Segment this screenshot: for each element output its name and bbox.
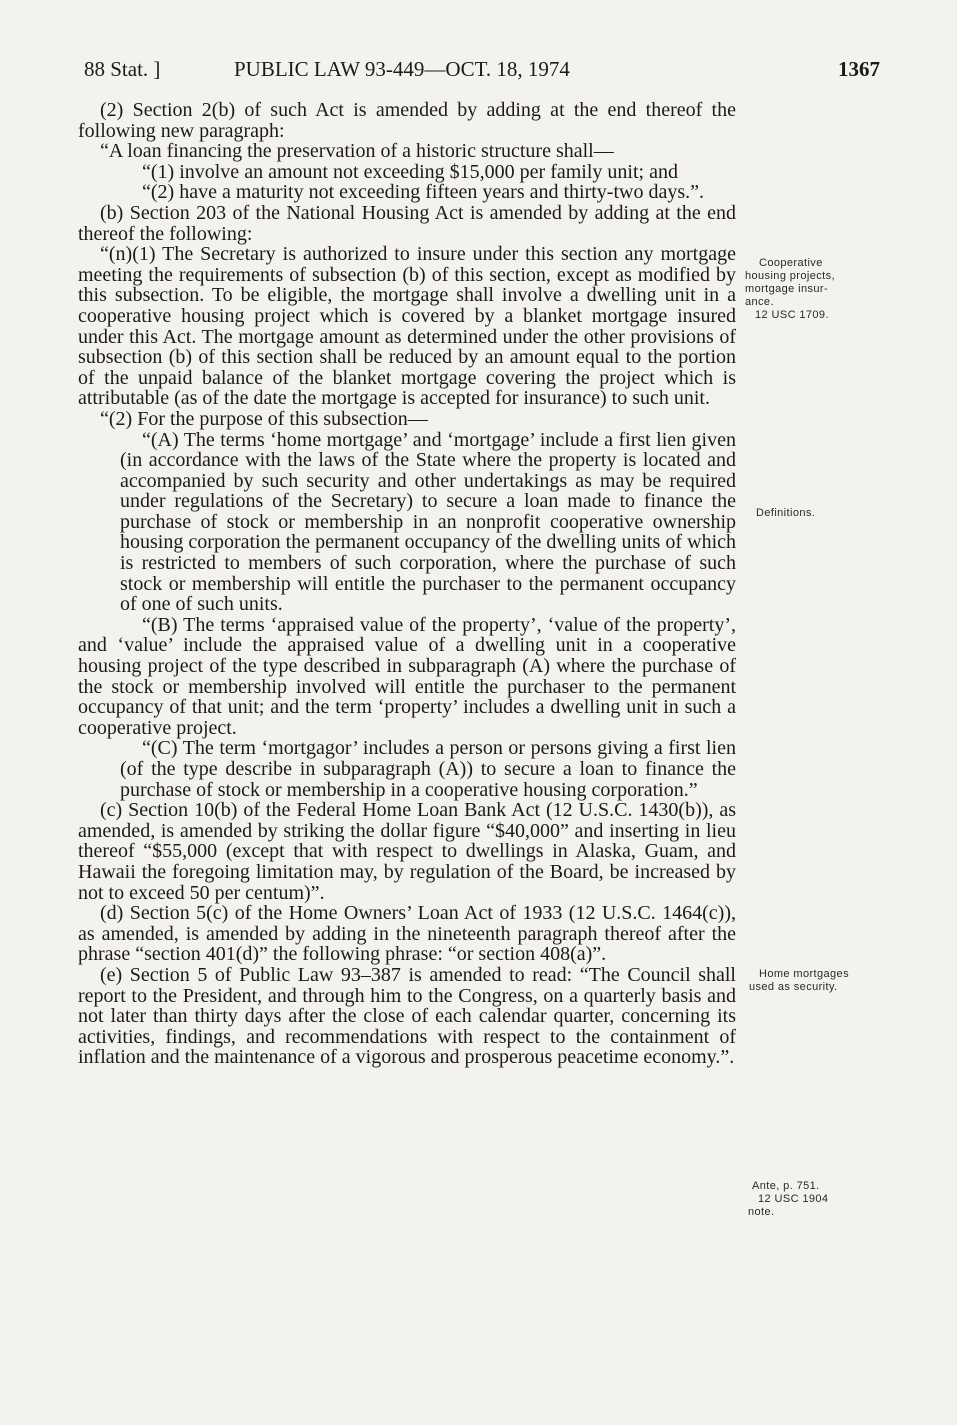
page-number: 1367 — [838, 57, 880, 81]
paragraph-2b-amendment: (2) Section 2(b) of such Act is amended by adding at the end thereof the following new paragraph: — [78, 99, 736, 142]
margin-note-line: used as security. — [749, 981, 838, 993]
paragraph-n-1: “(n)(1) The Secretary is authorized to insure under this section any mortgage meeting the requirements of subsection (b) of this section, except as modified by this subsection. To be eligible, the mortgage shall involve a dwelling unit in a cooperative housing project which is covered by a blanket mortgage insured under this Act. The mortgage amount as determined under the other provisions of subsection (b) of this section shall be reduced by an amount equal to the portion of the unpaid balance of the blanket mortgage covering the project which is attributable (as of the date the mortgage is accepted for insurance) to such unit. — [78, 243, 736, 410]
margin-note-home-mortgages — [745, 968, 885, 994]
law-title: PUBLIC LAW 93-449—OCT. 18, 1974 — [234, 57, 570, 81]
margin-note-line: 12 USC 1904 — [758, 1193, 829, 1205]
margin-note-ante — [748, 1180, 888, 1219]
margin-note-line: 12 USC 1709. — [755, 309, 829, 321]
margin-note-definitions: Definitions. — [756, 507, 816, 519]
paragraph-n-2-C: “(C) The term ‘mortgagor’ includes a person or persons giving a first lien (of the type describe in subparagraph (A)) to secure a loan to finance the purchase of stock or membership in a cooperative housing corporation.” — [120, 737, 736, 801]
paragraph-n-2: “(2) For the purpose of this subsection— — [100, 407, 428, 430]
body-text — [78, 100, 736, 1068]
margin-note-cooperative — [745, 257, 885, 322]
margin-note-line: mortgage insur- — [745, 283, 829, 295]
paragraph-historic-loan: “A loan financing the preservation of a historic structure shall— — [100, 140, 614, 163]
paragraph-e-pl-93-387: (e) Section 5 of Public Law 93–387 is amended to read: “The Council shall report to the President, and through him to the Congress, on a quarterly basis and not later than thirty days after the close of each calendar quarter, concerning its activities, findings, and recommendations with respect to the containment of inflation and the maintenance of a vigorous and prosperous peacetime economy.”. — [78, 963, 736, 1069]
margin-note-line: housing projects, — [745, 270, 835, 282]
paragraph-d-hola: (d) Section 5(c) of the Home Owners’ Loan Act of 1933 (12 U.S.C. 1464(c)), as amended, is amended by adding in the nineteenth paragraph thereof after the phrase “section 401(d)” the following phrase: “or section 408(a)”. — [78, 902, 736, 966]
paragraph-n-2-A: “(A) The terms ‘home mortgage’ and ‘mortgage’ include a first lien given (in accordance with the laws of the State where the property is located and accompanied by such security and other undertakings as may be required under regulations of the Secretary) to secure a loan made to finance the purchase of stock or membership in an nonprofit cooperative ownership housing corporation the permanent occupancy of the dwelling units of which is restricted to members of such corporation, where the purchase of such stock or membership will entitle the purchaser to the permanent occupancy of one of such units. — [120, 428, 736, 616]
statute-volume: 88 Stat. ] — [84, 57, 161, 81]
margin-note-line: Cooperative — [759, 257, 823, 269]
page-header — [84, 54, 880, 84]
margin-note-line: Home mortgages — [759, 968, 849, 980]
paragraph-c-fhlb-act: (c) Section 10(b) of the Federal Home Loan Bank Act (12 U.S.C. 1430(b)), as amended, is amended by striking the dollar figure “$40,000” and inserting in lieu thereof “$55,000 (except that with respect to dwellings in Alaska, Guam, and Hawaii the foregoing limitation may, by regulation of the Board, be increased by not to exceed 50 per centum)”. — [78, 799, 736, 904]
paragraph-n-2-B: “(B) The terms ‘appraised value of the property’, ‘value of the property’, and ‘value’ include the appraised value of a dwelling unit in a cooperative housing project of the type described in subparagraph (A) where the purchase of the stock or membership involved will entitle the purchaser to the permanent occupancy of that unit; and the term ‘property’ includes a dwelling unit in such a cooperative project. — [78, 613, 736, 739]
margin-note-line: note. — [748, 1206, 775, 1218]
paragraph-historic-2: “(2) have a maturity not exceeding fifteen years and thirty-two days.”. — [142, 181, 705, 204]
paragraph-b-section-203: (b) Section 203 of the National Housing Act is amended by adding at the end thereof the following: — [78, 201, 736, 245]
margin-note-line: Ante, p. 751. — [752, 1180, 820, 1192]
margin-note-line: ance. — [745, 296, 774, 308]
paragraph-historic-1: “(1) involve an amount not exceeding $15,000 per family unit; and — [142, 160, 678, 183]
